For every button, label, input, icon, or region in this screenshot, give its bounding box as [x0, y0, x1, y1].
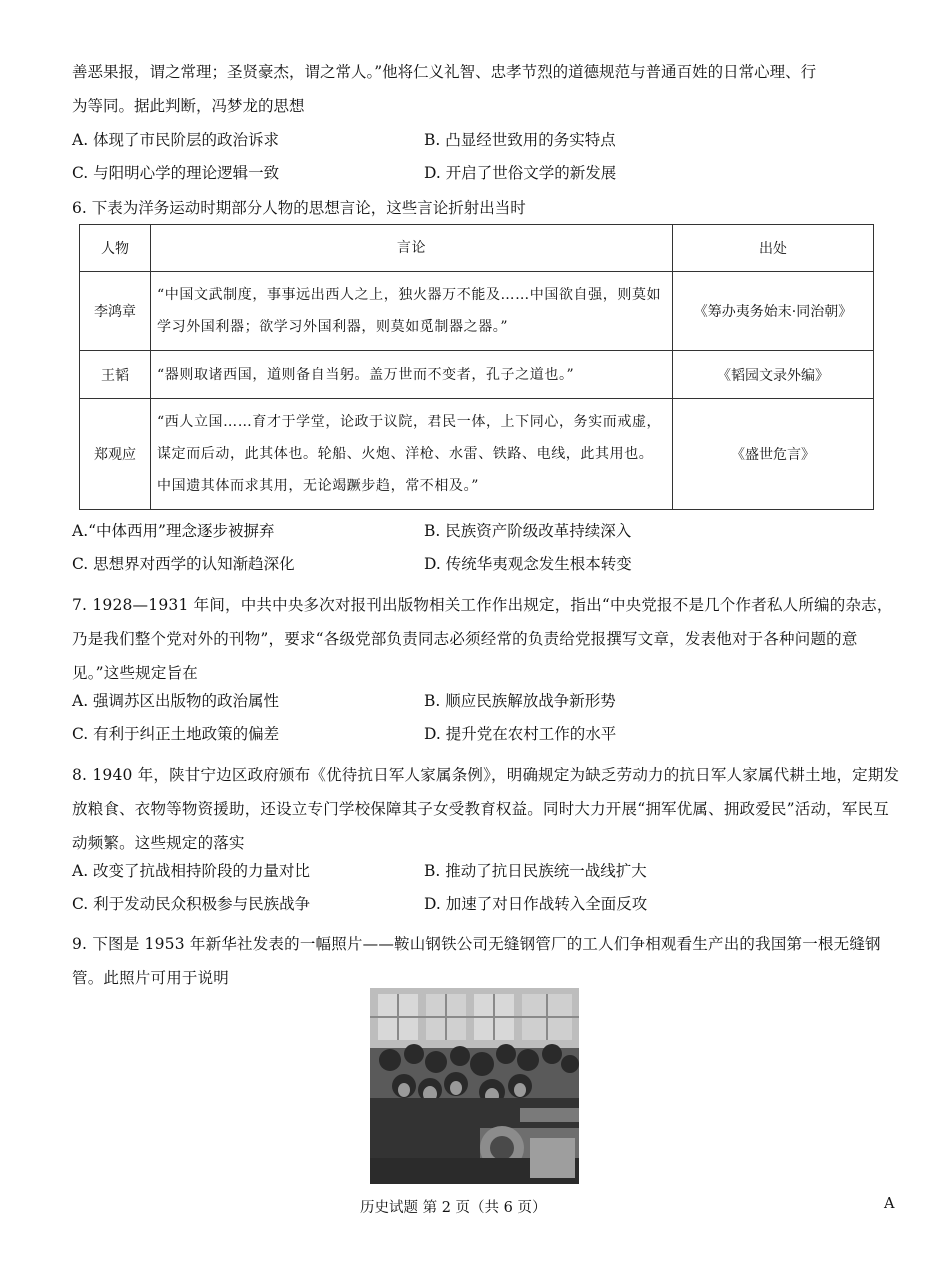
q8-stem: 8. 1940 年，陕甘宁边区政府颁布《优待抗日军人家属条例》，明确规定为缺乏劳动力的抗日军人家属代耕土地，定期发放粮食、衣物等物资援助，还设立专门学校保障其子女受教育权益。同时大力开展“拥军优属、拥政爱民”活动，军民互动频繁。这些规定的落实: [72, 766, 900, 852]
cell-quote: “西人立国……育才于学堂，论政于议院，君民一体，上下同心，务实而戒虚，谋定而后动，此其体也。轮船、火炮、洋枪、水雷、铁路、电线，此其用也。中国遗其体而求其用，无论竭蹶步趋，常不相及。”: [151, 399, 673, 510]
q8-option-a: A. 改变了抗战相持阶段的力量对比: [72, 862, 311, 880]
q6-option-c: C. 思想界对西学的认知渐趋深化: [72, 555, 295, 573]
table-row: [80, 399, 874, 510]
cell-source: 《韬园文录外编》: [673, 351, 874, 399]
cell-quote: “器则取诸西国，道则备自当躬。盖万世而不变者，孔子之道也。”: [151, 351, 673, 399]
q5-continuation-line-1: 善恶果报，谓之常理；圣贤豪杰，谓之常人。”他将仁义礼智、忠孝节烈的道德规范与普通百姓的日常心理、行: [72, 63, 817, 81]
q5-option-d: D. 开启了世俗文学的新发展: [424, 164, 617, 182]
cell-person: 郑观应: [80, 399, 151, 510]
q6-table: [79, 224, 874, 510]
table-row: [80, 351, 874, 399]
header-source: 出处: [673, 225, 874, 272]
q9-stem: 9. 下图是 1953 年新华社发表的一幅照片——鞍山钢铁公司无缝钢管厂的工人们争相观看生产出的我国第一根无缝钢管。此照片可用于说明: [72, 935, 881, 987]
q6-option-a: A.“中体西用”理念逐步被摒弃: [72, 522, 275, 540]
q7-stem: 7. 1928—1931 年间，中共中央多次对报刊出版物相关工作作出规定，指出“中央党报不是几个作者私人所编的杂志，乃是我们整个党对外的刊物”，要求“各级党部负责同志必须经常的负责给党报撰写文章，发表他对于各种问题的意见。”这些规定旨在: [72, 596, 893, 682]
cell-person: 王韬: [80, 351, 151, 399]
q7-option-b: B. 顺应民族解放战争新形势: [424, 692, 616, 710]
q8-option-d: D. 加速了对日作战转入全面反攻: [424, 895, 648, 913]
table-header-row: [80, 225, 874, 272]
q7-option-a: A. 强调苏区出版物的政治属性: [72, 692, 280, 710]
q6-stem: 6. 下表为洋务运动时期部分人物的思想言论，这些言论折射出当时: [72, 199, 526, 217]
q5-continuation-line-2: 为等同。据此判断，冯梦龙的思想: [72, 97, 305, 115]
workers-steel-pipe-photo: [370, 988, 579, 1184]
table-row: [80, 272, 874, 351]
header-quote: 言论: [151, 225, 673, 272]
cell-source: 《盛世危言》: [673, 399, 874, 510]
page-footer: 历史试题 第 2 页（共 6 页）: [360, 1200, 547, 1216]
cell-source: 《筹办夷务始末·同治朝》: [673, 272, 874, 351]
q7-option-c: C. 有利于纠正土地政策的偏差: [72, 725, 280, 743]
q8-option-b: B. 推动了抗日民族统一战线扩大: [424, 862, 647, 880]
cell-person: 李鸿章: [80, 272, 151, 351]
header-person: 人物: [80, 225, 151, 272]
paper-version-mark: A: [884, 1196, 895, 1212]
q5-option-a: A. 体现了市民阶层的政治诉求: [72, 131, 280, 149]
q6-option-d: D. 传统华夷观念发生根本转变: [424, 555, 632, 573]
q5-option-b: B. 凸显经世致用的务实特点: [424, 131, 616, 149]
q8-option-c: C. 利于发动民众积极参与民族战争: [72, 895, 311, 913]
q5-option-c: C. 与阳明心学的理论逻辑一致: [72, 164, 280, 182]
cell-quote: “中国文武制度，事事远出西人之上，独火器万不能及……中国欲自强，则莫如学习外国利器；欲学习外国利器，则莫如觅制器之器。”: [151, 272, 673, 351]
q6-option-b: B. 民族资产阶级改革持续深入: [424, 522, 632, 540]
q7-option-d: D. 提升党在农村工作的水平: [424, 725, 617, 743]
